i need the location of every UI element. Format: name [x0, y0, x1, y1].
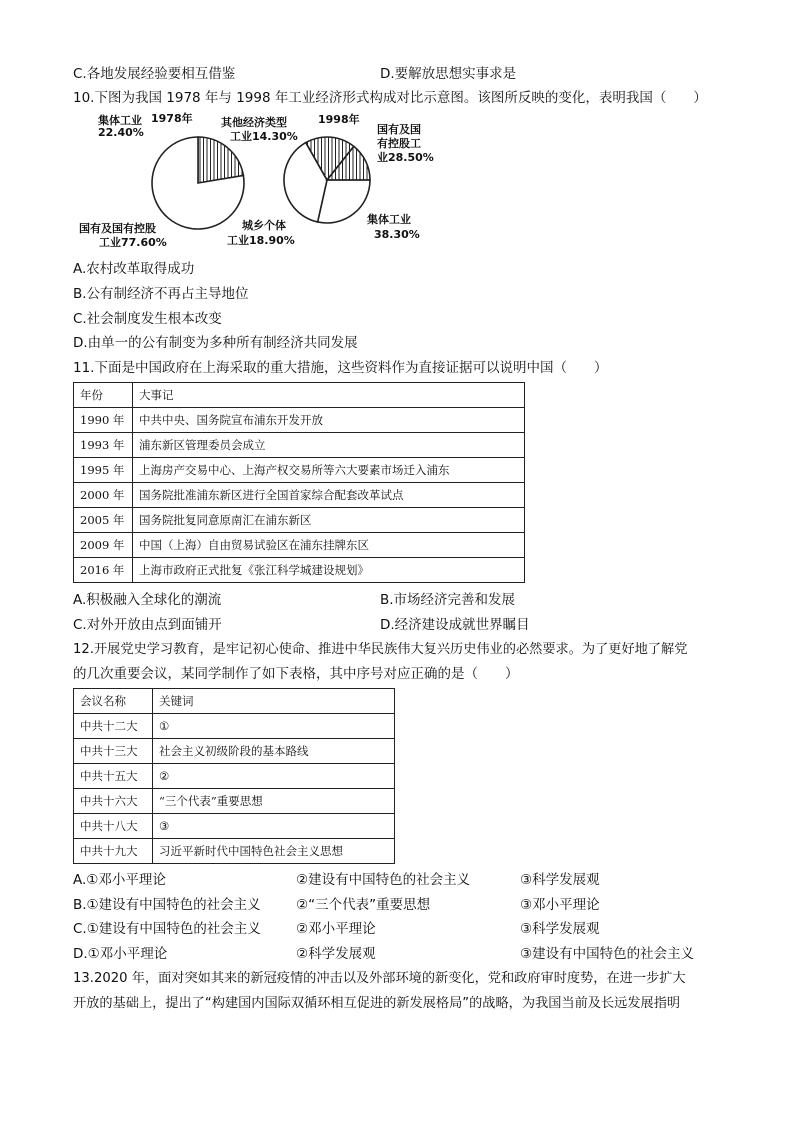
table-cell: ②	[153, 764, 395, 789]
q11-stem: 11.下面是中国政府在上海采取的重大措施，这些资料作为直接证据可以说明中国（ ）	[73, 360, 608, 376]
table-row	[74, 408, 525, 433]
label-1978-state-name: 国有及国有控股	[79, 222, 156, 235]
table-header-cell: 年份	[74, 383, 133, 408]
q12-option-a-2: ②建设有中国特色的社会主义	[296, 872, 471, 888]
q12-option-a-1: A.①邓小平理论	[73, 872, 166, 888]
table-cell: 中共十五大	[74, 764, 153, 789]
q10-option-d: D.由单一的公有制变为多种所有制经济共同发展	[73, 335, 358, 351]
q10-option-b: B.公有制经济不再占主导地位	[73, 286, 249, 302]
label-1998-state-line2: 有控股工	[377, 137, 421, 150]
q11-option-b: B.市场经济完善和发展	[380, 592, 516, 608]
q12-option-c-1: C.①建设有中国特色的社会主义	[73, 921, 261, 937]
table-cell: 中共十三大	[74, 739, 153, 764]
table-cell: 中共十二大	[74, 714, 153, 739]
table-row	[74, 764, 395, 789]
table-header-cell: 会议名称	[74, 689, 153, 714]
table-cell: 1990 年	[74, 408, 133, 433]
q12-option-b-1: B.①建设有中国特色的社会主义	[73, 897, 261, 913]
label-1998-collective-pct: 38.30%	[374, 228, 420, 241]
table-row	[74, 508, 525, 533]
q12-option-d-1: D.①邓小平理论	[73, 946, 168, 962]
label-1998-year: 1998年	[318, 113, 360, 126]
table-header-cell: 关键词	[153, 689, 395, 714]
table-row	[74, 533, 525, 558]
q12-option-b-3: ③邓小平理论	[520, 897, 600, 913]
table-cell: 中共十八大	[74, 814, 153, 839]
pie-chart-1978	[150, 135, 246, 231]
label-1998-other-name: 其他经济类型	[221, 116, 287, 129]
table-cell: 2000 年	[74, 483, 133, 508]
label-1998-individual-pct: 工业18.90%	[227, 234, 295, 247]
table-row	[74, 839, 395, 864]
q12-option-d-2: ②科学发展观	[296, 946, 376, 962]
label-1978-collective-name: 集体工业	[98, 114, 142, 127]
label-1978-state-pct: 工业77.60%	[99, 236, 167, 249]
label-1998-state-line1: 国有及国	[377, 123, 421, 136]
label-1978-collective-pct: 22.40%	[98, 126, 144, 139]
table-row	[74, 714, 395, 739]
q12-table	[73, 688, 395, 864]
q13-line1: 13.2020 年，面对突如其来的新冠疫情的冲击以及外部环境的新变化，党和政府审时度势，在进一步扩大	[73, 971, 686, 986]
label-1998-collective-name: 集体工业	[367, 213, 411, 226]
q12-option-d-3: ③建设有中国特色的社会主义	[520, 946, 695, 962]
q10-option-a: A.农村改革取得成功	[73, 261, 195, 277]
table-cell: 上海市政府正式批复《张江科学城建设规划》	[133, 558, 525, 583]
q11-option-d: D.经济建设成就世界瞩目	[380, 617, 530, 633]
table-row	[74, 458, 525, 483]
q9-option-c: C.各地发展经验要相互借鉴	[73, 66, 236, 82]
table-cell: 中国（上海）自由贸易试验区在浦东挂牌东区	[133, 533, 525, 558]
table-cell: 2005 年	[74, 508, 133, 533]
table-cell: ①	[153, 714, 395, 739]
table-cell: 国务院批复同意原南汇在浦东新区	[133, 508, 525, 533]
table-cell: 1995 年	[74, 458, 133, 483]
q12-option-c-3: ③科学发展观	[520, 921, 600, 937]
q12-option-a-3: ③科学发展观	[520, 872, 600, 888]
table-header-row	[74, 383, 525, 408]
q12-stem-line2: 的几次重要会议，某同学制作了如下表格，其中序号对应正确的是（ ）	[73, 666, 519, 682]
table-cell: ③	[153, 814, 395, 839]
label-1998-other-pct: 工业14.30%	[230, 130, 298, 143]
table-cell: 2009 年	[74, 533, 133, 558]
q11-option-a: A.积极融入全球化的潮流	[73, 592, 222, 608]
table-cell: 浦东新区管理委员会成立	[133, 433, 525, 458]
table-header-cell: 大事记	[133, 383, 525, 408]
table-cell: 1993 年	[74, 433, 133, 458]
pie-chart-1998	[282, 135, 372, 225]
table-cell: 上海房产交易中心、上海产权交易所等六大要素市场迁入浦东	[133, 458, 525, 483]
q12-option-b-2: ②“三个代表”重要思想	[296, 897, 431, 913]
table-cell: 国务院批准浦东新区进行全国首家综合配套改革试点	[133, 483, 525, 508]
q10-option-c: C.社会制度发生根本改变	[73, 311, 222, 327]
q11-table	[73, 382, 525, 583]
table-cell: 2016 年	[74, 558, 133, 583]
q12-stem-line1: 12.开展党史学习教育，是牢记初心使命、推进中华民族伟大复兴历史伟业的必然要求。为了更好地了解党	[73, 642, 688, 657]
label-1998-state-line3: 业28.50%	[377, 151, 434, 164]
table-cell: 社会主义初级阶段的基本路线	[153, 739, 395, 764]
table-cell: 中共十六大	[74, 789, 153, 814]
table-cell: 习近平新时代中国特色社会主义思想	[153, 839, 395, 864]
q12-option-c-2: ②邓小平理论	[296, 921, 376, 937]
table-row	[74, 814, 395, 839]
table-row	[74, 433, 525, 458]
table-header-row	[74, 689, 395, 714]
table-row	[74, 789, 395, 814]
table-row	[74, 483, 525, 508]
table-cell: 中共中央、国务院宣布浦东开发开放	[133, 408, 525, 433]
q9-option-d: D.要解放思想实事求是	[380, 66, 517, 82]
table-cell: 中共十九大	[74, 839, 153, 864]
table-row	[74, 558, 525, 583]
label-1998-individual-name: 城乡个体	[242, 219, 286, 232]
q10-stem: 10.下图为我国 1978 年与 1998 年工业经济形式构成对比示意图。该图所反映的变化，表明我国（ ）	[73, 90, 707, 106]
table-cell: “三个代表”重要思想	[153, 789, 395, 814]
table-row	[74, 739, 395, 764]
q13-line2: 开放的基础上，提出了“构建国内国际双循环相互促进的新发展格局”的战略，为我国当前及长远发展指明	[73, 996, 681, 1011]
q11-option-c: C.对外开放由点到面铺开	[73, 617, 222, 633]
label-1978-year: 1978年	[151, 112, 193, 125]
